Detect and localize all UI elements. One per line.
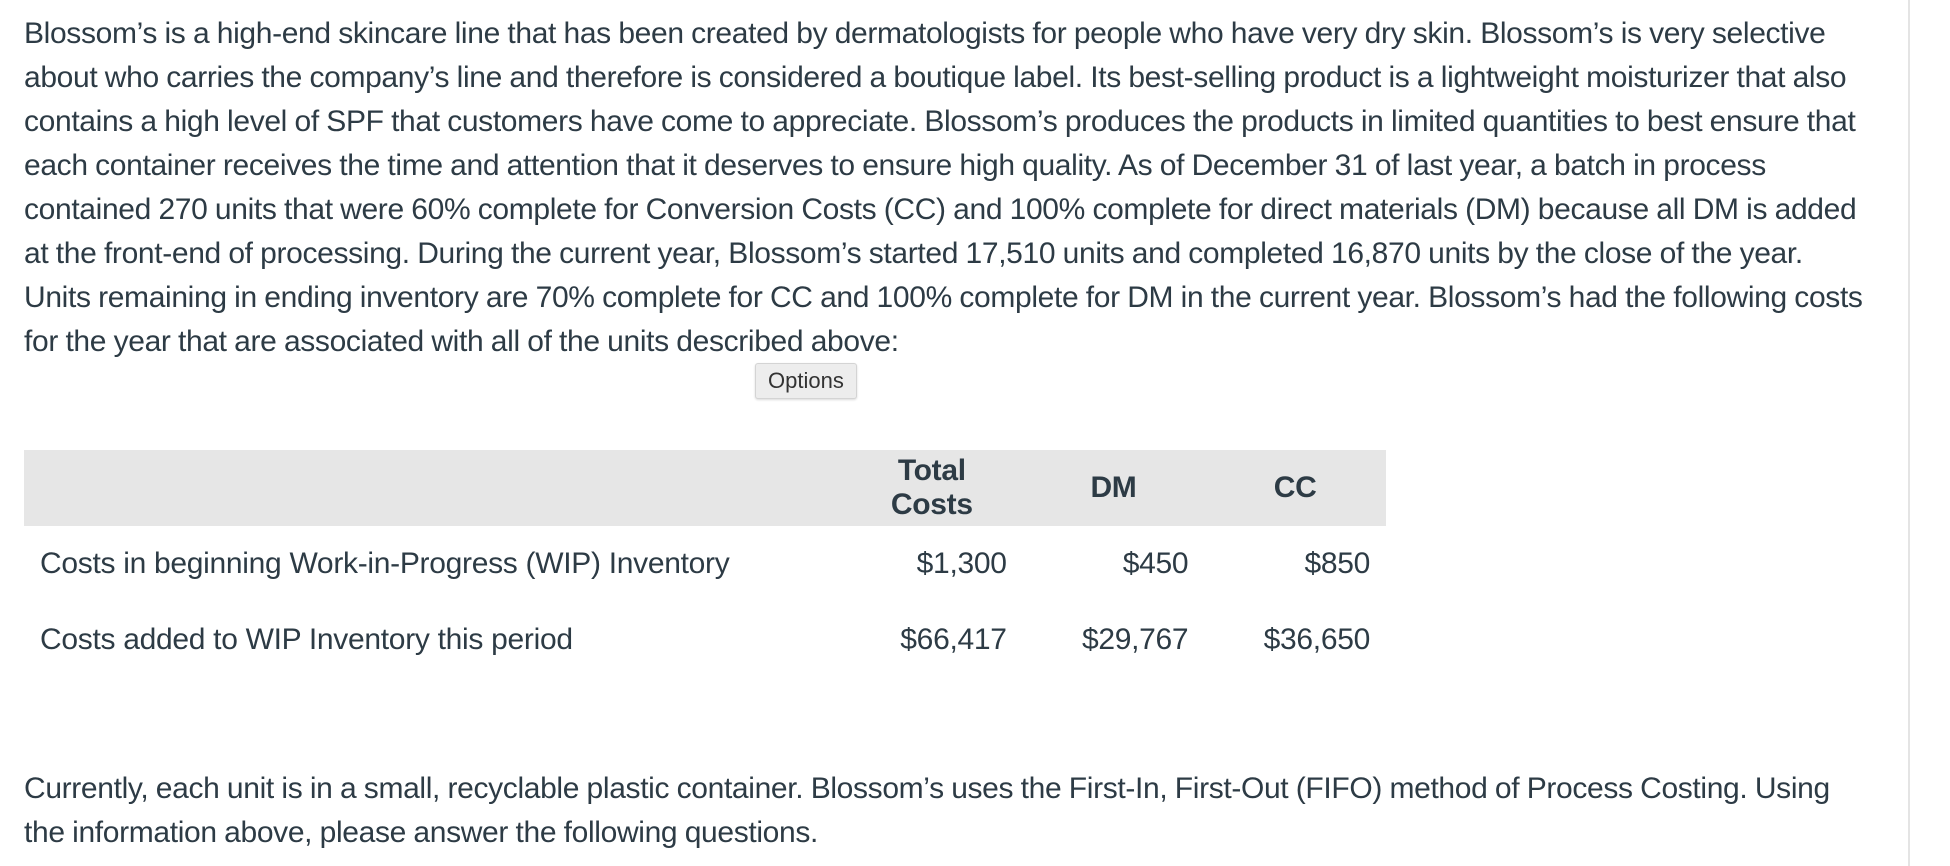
outro-paragraph: Currently, each unit is in a small, recyclable plastic container. Blossom’s uses the First-In, First-Out (FIFO) method of Process Costing. Using the information above, please answer the following questions.	[24, 772, 1830, 849]
table-row	[24, 602, 1386, 678]
header-total-costs: Total Costs	[890, 454, 973, 521]
question-content	[24, 12, 1876, 364]
header-label	[24, 450, 841, 526]
cell-cc: $36,650	[1263, 623, 1370, 656]
cell-cc: $850	[1304, 547, 1370, 580]
row-label: Costs in beginning Work-in-Progress (WIP) Inventory	[40, 547, 730, 580]
row-label: Costs added to WIP Inventory this period	[40, 623, 573, 656]
cost-table	[24, 450, 1386, 678]
options-button[interactable]: Options	[755, 363, 857, 399]
cell-dm: $450	[1122, 547, 1189, 580]
scroll-region-divider	[1908, 0, 1910, 866]
cell-total: $1,300	[916, 547, 1007, 580]
cell-dm: $29,767	[1081, 623, 1189, 656]
table-header-row	[24, 450, 1386, 526]
cell-total: $66,417	[900, 623, 1007, 656]
intro-paragraph: Blossom’s is a high-end skincare line that has been created by dermatologists for people who have very dry skin. Blossom’s is very selective about who carries the company’s line and therefore is considered a boutique label. Its best-selling product is a lightweight moisturizer that also contains a high level of SPF that customers have come to appreciate. Blossom’s produces the products in limited quantities to best ensure that each container receives the time and attention that it deserves to ensure high quality. As of December 31 of last year, a batch in process contained 270 units that were 60% complete for Conversion Costs (CC) and 100% complete for direct materials (DM) because all DM is added at the front-end of processing. During the current year, Blossom’s started 17,510 units and completed 16,870 units by the close of the year. Units remaining in ending inventory are 70% complete for CC and 100% complete for DM in the current year. Blossom’s had the following costs for the year that are associated with all of the units described above:	[24, 17, 1863, 358]
table-row	[24, 526, 1386, 602]
header-dm: DM	[1090, 471, 1137, 504]
header-cc: CC	[1273, 471, 1317, 504]
